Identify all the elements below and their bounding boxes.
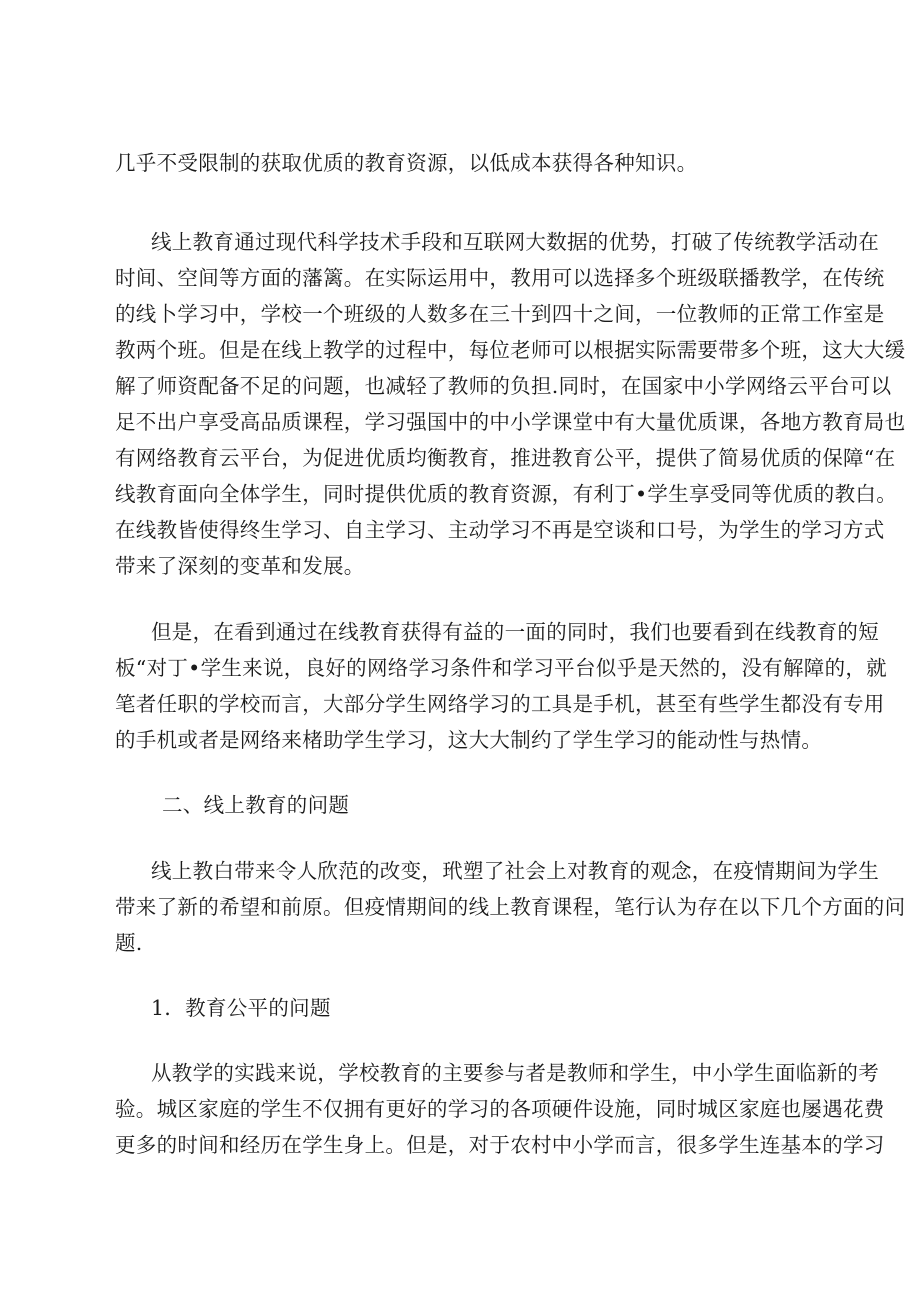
- paragraph-line: 时间、空间等方面的藩篱。在实际运用中，教用可以选择多个班级联播教学，在传统: [115, 266, 885, 290]
- paragraph-line: 线上教白带来令人欣范的改变，玳塑了社会上对教育的观念，在疫情期间为学生: [151, 859, 879, 883]
- paragraph-line: 带来了深刻的变革和发展。: [115, 554, 365, 578]
- paragraph-line: 笔者任职的学校而言，大部分学生网络学习的工具是手机，甚至有些学生都没有专用: [115, 692, 885, 716]
- paragraph-line: 更多的时间和经历在学生身上。但是，对于农村中小学而言，很多学生连基本的学习: [115, 1133, 885, 1157]
- paragraph-line: 验。城区家庭的学生不仅拥有更好的学习的各项硬件设施，同时城区家庭也屡遇花费: [115, 1097, 885, 1121]
- paragraph-line: 教两个班。但是在线上教学的过程中，每位老师可以根据实际需要带多个班，这大大缓: [115, 338, 906, 362]
- paragraph-line: 线上教育通过现代科学技术手段和互联网大数据的优势，打破了传统教学活动在: [151, 230, 879, 254]
- paragraph-line: 题.: [115, 931, 143, 955]
- paragraph-line: 有网络教育云平台，为促进优质均衡教育，推进教育公平，提供了简易优质的保障“在: [115, 446, 896, 470]
- paragraph-line: 几乎不受限制的获取优质的教育资源，以低成本获得各种知识。: [115, 151, 698, 175]
- subsection-heading: 1．教育公平的问题: [151, 996, 331, 1020]
- paragraph-line: 在线教皆使得终生学习、自主学习、主动学习不再是空谈和口号，为学生的学习方式: [115, 518, 885, 542]
- paragraph-line: 线教育面向全体学生，同时提供优质的教育资源，有利丁•学生享受同等优质的教白。: [115, 482, 897, 506]
- paragraph-line: 的线卜学习中，学校一个班级的人数多在三十到四十之间，一位教师的正常工作室是: [115, 302, 885, 326]
- paragraph-line: 从教学的实践来说，学校教育的主要参与者是教师和学生，中小学生面临新的考: [151, 1061, 879, 1085]
- paragraph-line: 板“对丁•学生来说，良好的网络学习条件和学习平台似乎是天然的，没有解障的，就: [115, 656, 887, 680]
- section-heading: 二、线上教育的问题: [162, 793, 350, 817]
- paragraph-line: 但是，在看到通过在线教育获得有益的一面的同时，我们也要看到在线教育的短: [151, 620, 879, 644]
- paragraph-line: 足不出户享受高品质课程，学习强国中的中小学课堂中有大量优质课，各地方教育局也: [115, 410, 906, 434]
- paragraph-line: 带来了新的希望和前原。但疫情期间的线上教育课程，笔行认为存在以下几个方面的问: [115, 895, 906, 919]
- paragraph-line: 解了师资配备不足的问题，也减轻了教师的负担.同时，在国家中小学网络云平台可以: [115, 374, 892, 398]
- paragraph-line: 的手机或者是网络来楮助学生学习，这大大制约了学生学习的能动性与热情。: [115, 728, 823, 752]
